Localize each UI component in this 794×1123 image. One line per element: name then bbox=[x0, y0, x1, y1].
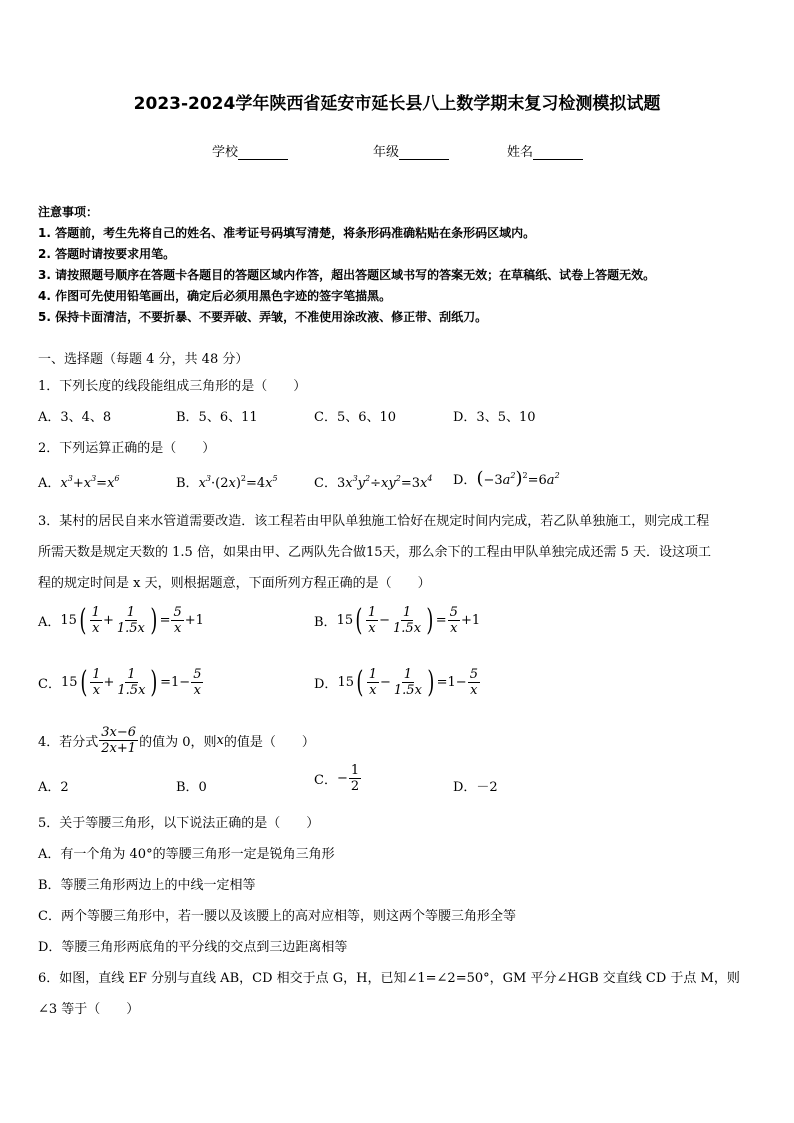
question-3-line1: 3．某村的居民自来水管道需要改造．该工程若由甲队单独施工恰好在规定时间内完成，若乙队单独施工，则完成工程 bbox=[38, 514, 710, 529]
school-field[interactable] bbox=[212, 141, 288, 160]
notice-item: 3. 请按照题号顺序在答题卡各题目的答题区域内作答，超出答题区域书写的答案无效；在草稿纸、试卷上答题无效。 bbox=[38, 268, 656, 282]
q4-option-b[interactable]: B．0 bbox=[176, 780, 207, 795]
q2-option-a[interactable]: A．$x^3+x^3=x^6$ bbox=[38, 474, 120, 491]
question-3-line2: 所需天数是规定天数的 1.5 倍，如果由甲、乙两队先合做15天，那么余下的工程由甲队单独完成还需 5 天．设这项工 bbox=[38, 545, 712, 560]
q2-option-b[interactable]: B．$x^3\cdot(2x)^2=4x^5$ bbox=[176, 474, 278, 491]
q1-option-d[interactable]: D．3、5、10 bbox=[453, 410, 536, 425]
question-6-line1: 6．如图，直线 EF 分别与直线 AB，CD 相交于点 G，H，已知∠1=∠2=50°，GM 平分∠HGB 交直线 CD 于点 M，则 bbox=[38, 971, 740, 986]
q4-option-d[interactable]: D．－2 bbox=[453, 780, 498, 795]
grade-label: 年级 bbox=[373, 145, 400, 160]
q3-option-a[interactable]: A． 15 ( $\frac{1}{x}$ + $\frac{1}{1.5x}$ ) = $\frac{5}{x}$ +1 bbox=[38, 602, 204, 638]
q2-option-c[interactable]: C．$3x^3y^2\div xy^2=3x^4$ bbox=[314, 474, 433, 491]
section-heading: 一、选择题（每题 4 分，共 48 分） bbox=[38, 352, 249, 367]
question-4-stem: 4．若分式 $\frac{3x-6}{2x+1}$ 的值为 0，则 x 的值是（ ） bbox=[38, 725, 315, 756]
q5-option-d[interactable]: D．等腰三角形两底角的平分线的交点到三边距离相等 bbox=[38, 940, 348, 955]
page-title: 2023-2024学年陕西省延安市延长县八上数学期末复习检测模拟试题 bbox=[133, 94, 661, 114]
notice-item: 5. 保持卡面清洁，不要折暴、不要弄破、弄皱，不准使用涂改液、修正带、刮纸刀。 bbox=[38, 310, 488, 324]
question-2-stem: 2．下列运算正确的是（ ） bbox=[38, 441, 216, 456]
q1-option-b[interactable]: B．5、6、11 bbox=[176, 410, 258, 425]
grade-field[interactable] bbox=[373, 141, 449, 160]
q2-option-d[interactable]: D．$(-3a^2)^2=6a^2$ bbox=[453, 468, 560, 489]
q4-option-c[interactable]: C． − $\frac{1}{2}$ bbox=[314, 763, 360, 794]
q3-option-d[interactable]: D． 15 ( $\frac{1}{x}$ − $\frac{1}{1.5x}$ ) =1− $\frac{5}{x}$ bbox=[314, 664, 478, 700]
name-label: 姓名 bbox=[507, 145, 534, 160]
name-field[interactable] bbox=[507, 141, 583, 160]
q1-option-a[interactable]: A．3、4、8 bbox=[38, 410, 112, 425]
notice-item: 2. 答题时请按要求用笔。 bbox=[38, 247, 176, 261]
question-5-stem: 5．关于等腰三角形，以下说法正确的是（ ） bbox=[38, 816, 320, 831]
question-1-stem: 1．下列长度的线段能组成三角形的是（ ） bbox=[38, 379, 307, 394]
question-3-line3: 程的规定时间是 x 天，则根据题意，下面所列方程正确的是（ ） bbox=[38, 576, 431, 591]
notice-item: 1. 答题前，考生先将自己的姓名、准考证号码填写清楚，将条形码准确粘贴在条形码区域内。 bbox=[38, 226, 536, 240]
q5-option-c[interactable]: C．两个等腰三角形中，若一腰以及该腰上的高对应相等，则这两个等腰三角形全等 bbox=[38, 909, 516, 924]
q5-option-b[interactable]: B．等腰三角形两边上的中线一定相等 bbox=[38, 878, 256, 893]
question-6-line2: ∠3 等于（ ） bbox=[38, 1002, 140, 1017]
q3-option-b[interactable]: B． 15 ( $\frac{1}{x}$ − $\frac{1}{1.5x}$ ) = $\frac{5}{x}$ +1 bbox=[314, 602, 481, 638]
notice-heading: 注意事项： bbox=[38, 205, 99, 219]
q4-option-a[interactable]: A．2 bbox=[38, 780, 69, 795]
q1-option-c[interactable]: C．5、6、10 bbox=[314, 410, 397, 425]
school-label: 学校 bbox=[212, 145, 239, 160]
q3-option-c[interactable]: C． 15 ( $\frac{1}{x}$ + $\frac{1}{1.5x}$ ) =1− $\frac{5}{x}$ bbox=[38, 664, 202, 700]
notice-item: 4. 作图可先使用铅笔画出，确定后必须用黑色字迹的签字笔描黑。 bbox=[38, 289, 392, 303]
q5-option-a[interactable]: A．有一个角为 40°的等腰三角形一定是锐角三角形 bbox=[38, 847, 335, 862]
